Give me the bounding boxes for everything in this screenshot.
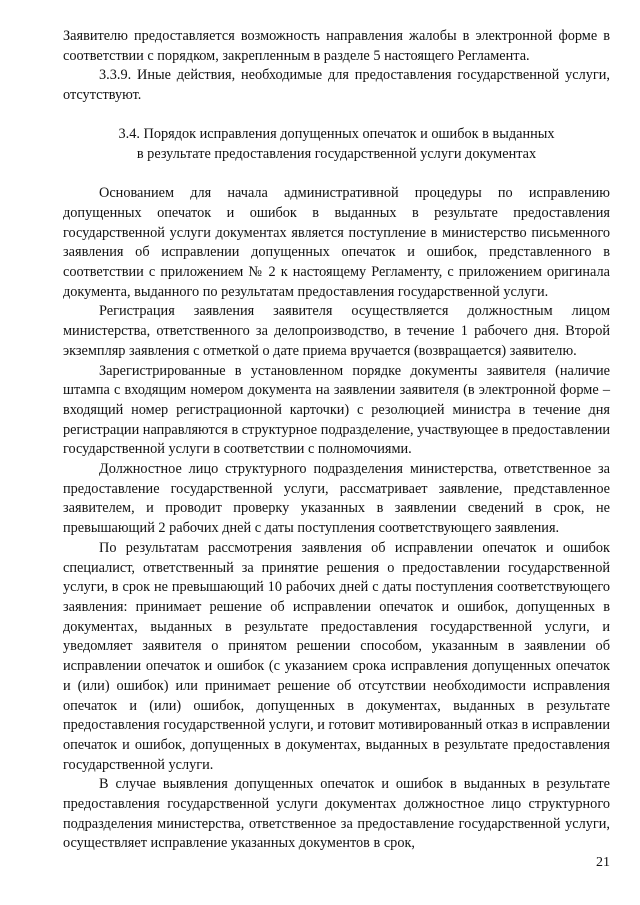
paragraph-official-review: Должностное лицо структурного подразделения министерства, ответственное за предоставление государственной услуги, рассматривает заявление, представленное заявителем, и проводит проверку указанных в заявлении сведений в срок, не превышающий 2 рабочих дней с даты поступления соответствующего заявления. <box>63 461 610 537</box>
paragraph-registration: Регистрация заявления заявителя осуществляется должностным лицом министерства, ответственного за делопроизводство, в течение 1 рабочего дня. Второй экземпляр заявления с отметкой о дате приема вручается (возвращается) заявителю. <box>63 303 610 359</box>
paragraph-review-results: По результатам рассмотрения заявления об исправлении опечаток и ошибок специалист, ответственный за принятие решения о предоставлении государственной услуги, в срок не превышающий 10 рабочих дней с даты поступления соответствующего заявления: принимает решение об исправлении опечаток и ошибок, допущенных в документах, выданных в результате предоставления государственной услуги, и уведомляет заявителя о принятом решении способом, указанным в заявлении об исправлении опечаток и ошибок (с указанием срока исправления допущенных опечаток и (или) ошибок) или принимает решение об отсутствии необходимости исправления опечаток и (или) ошибок, допущенных в документах, выданных в результате предоставления государственной услуги, и готовит мотивированный отказ в исправлении опечаток и ошибок, допущенных в документах, выданных в результате предоставления государственной услуги. <box>63 539 610 773</box>
paragraph-correction: В случае выявления допущенных опечаток и ошибок в выданных в результате предоставления государственной услуги документах должностное лицо структурного подразделения министерства, ответственное за предоставление государственной услуги, осуществляет исправление указанных документов в срок, <box>63 776 610 852</box>
paragraph-3-3-9: 3.3.9. Иные действия, необходимые для предоставления государственной услуги, отсутствуют. <box>63 67 610 104</box>
section-heading-3-4 <box>63 125 610 164</box>
document-page <box>63 27 610 854</box>
paragraph-complaint-electronic: Заявителю предоставляется возможность направления жалобы в электронной форме в соответствии с порядком, закрепленным в разделе 5 настоящего Регламента. <box>63 28 610 64</box>
paragraph-registered-documents: Зарегистрированные в установленном порядке документы заявителя (наличие штампа с входящим номером документа на заявлении заявителя (в электронной форме – входящий номер регистрационной карточки) с резолюцией министра в течение дня регистрации направляются в структурное подразделение, участвующее в предоставлении государственной услуги в соответствии с полномочиями. <box>63 362 610 458</box>
paragraph-basis: Основанием для начала административной процедуры по исправлению допущенных опечаток и ошибок в выданных в результате предоставления государственной услуги документах является поступление в министерство письменного заявления об исправлении допущенных опечаток и ошибок, представленного в соответствии с приложением № 2 к настоящему Регламенту, с приложением оригинала документа, выданного по результатам предоставления государственной услуги. <box>63 185 610 300</box>
section-heading-line-2: в результате предоставления государственной услуги документах <box>136 145 537 162</box>
section-heading-line-1: 3.4. Порядок исправления допущенных опечаток и ошибок в выданных <box>118 125 555 142</box>
page-number: 21 <box>596 855 610 870</box>
